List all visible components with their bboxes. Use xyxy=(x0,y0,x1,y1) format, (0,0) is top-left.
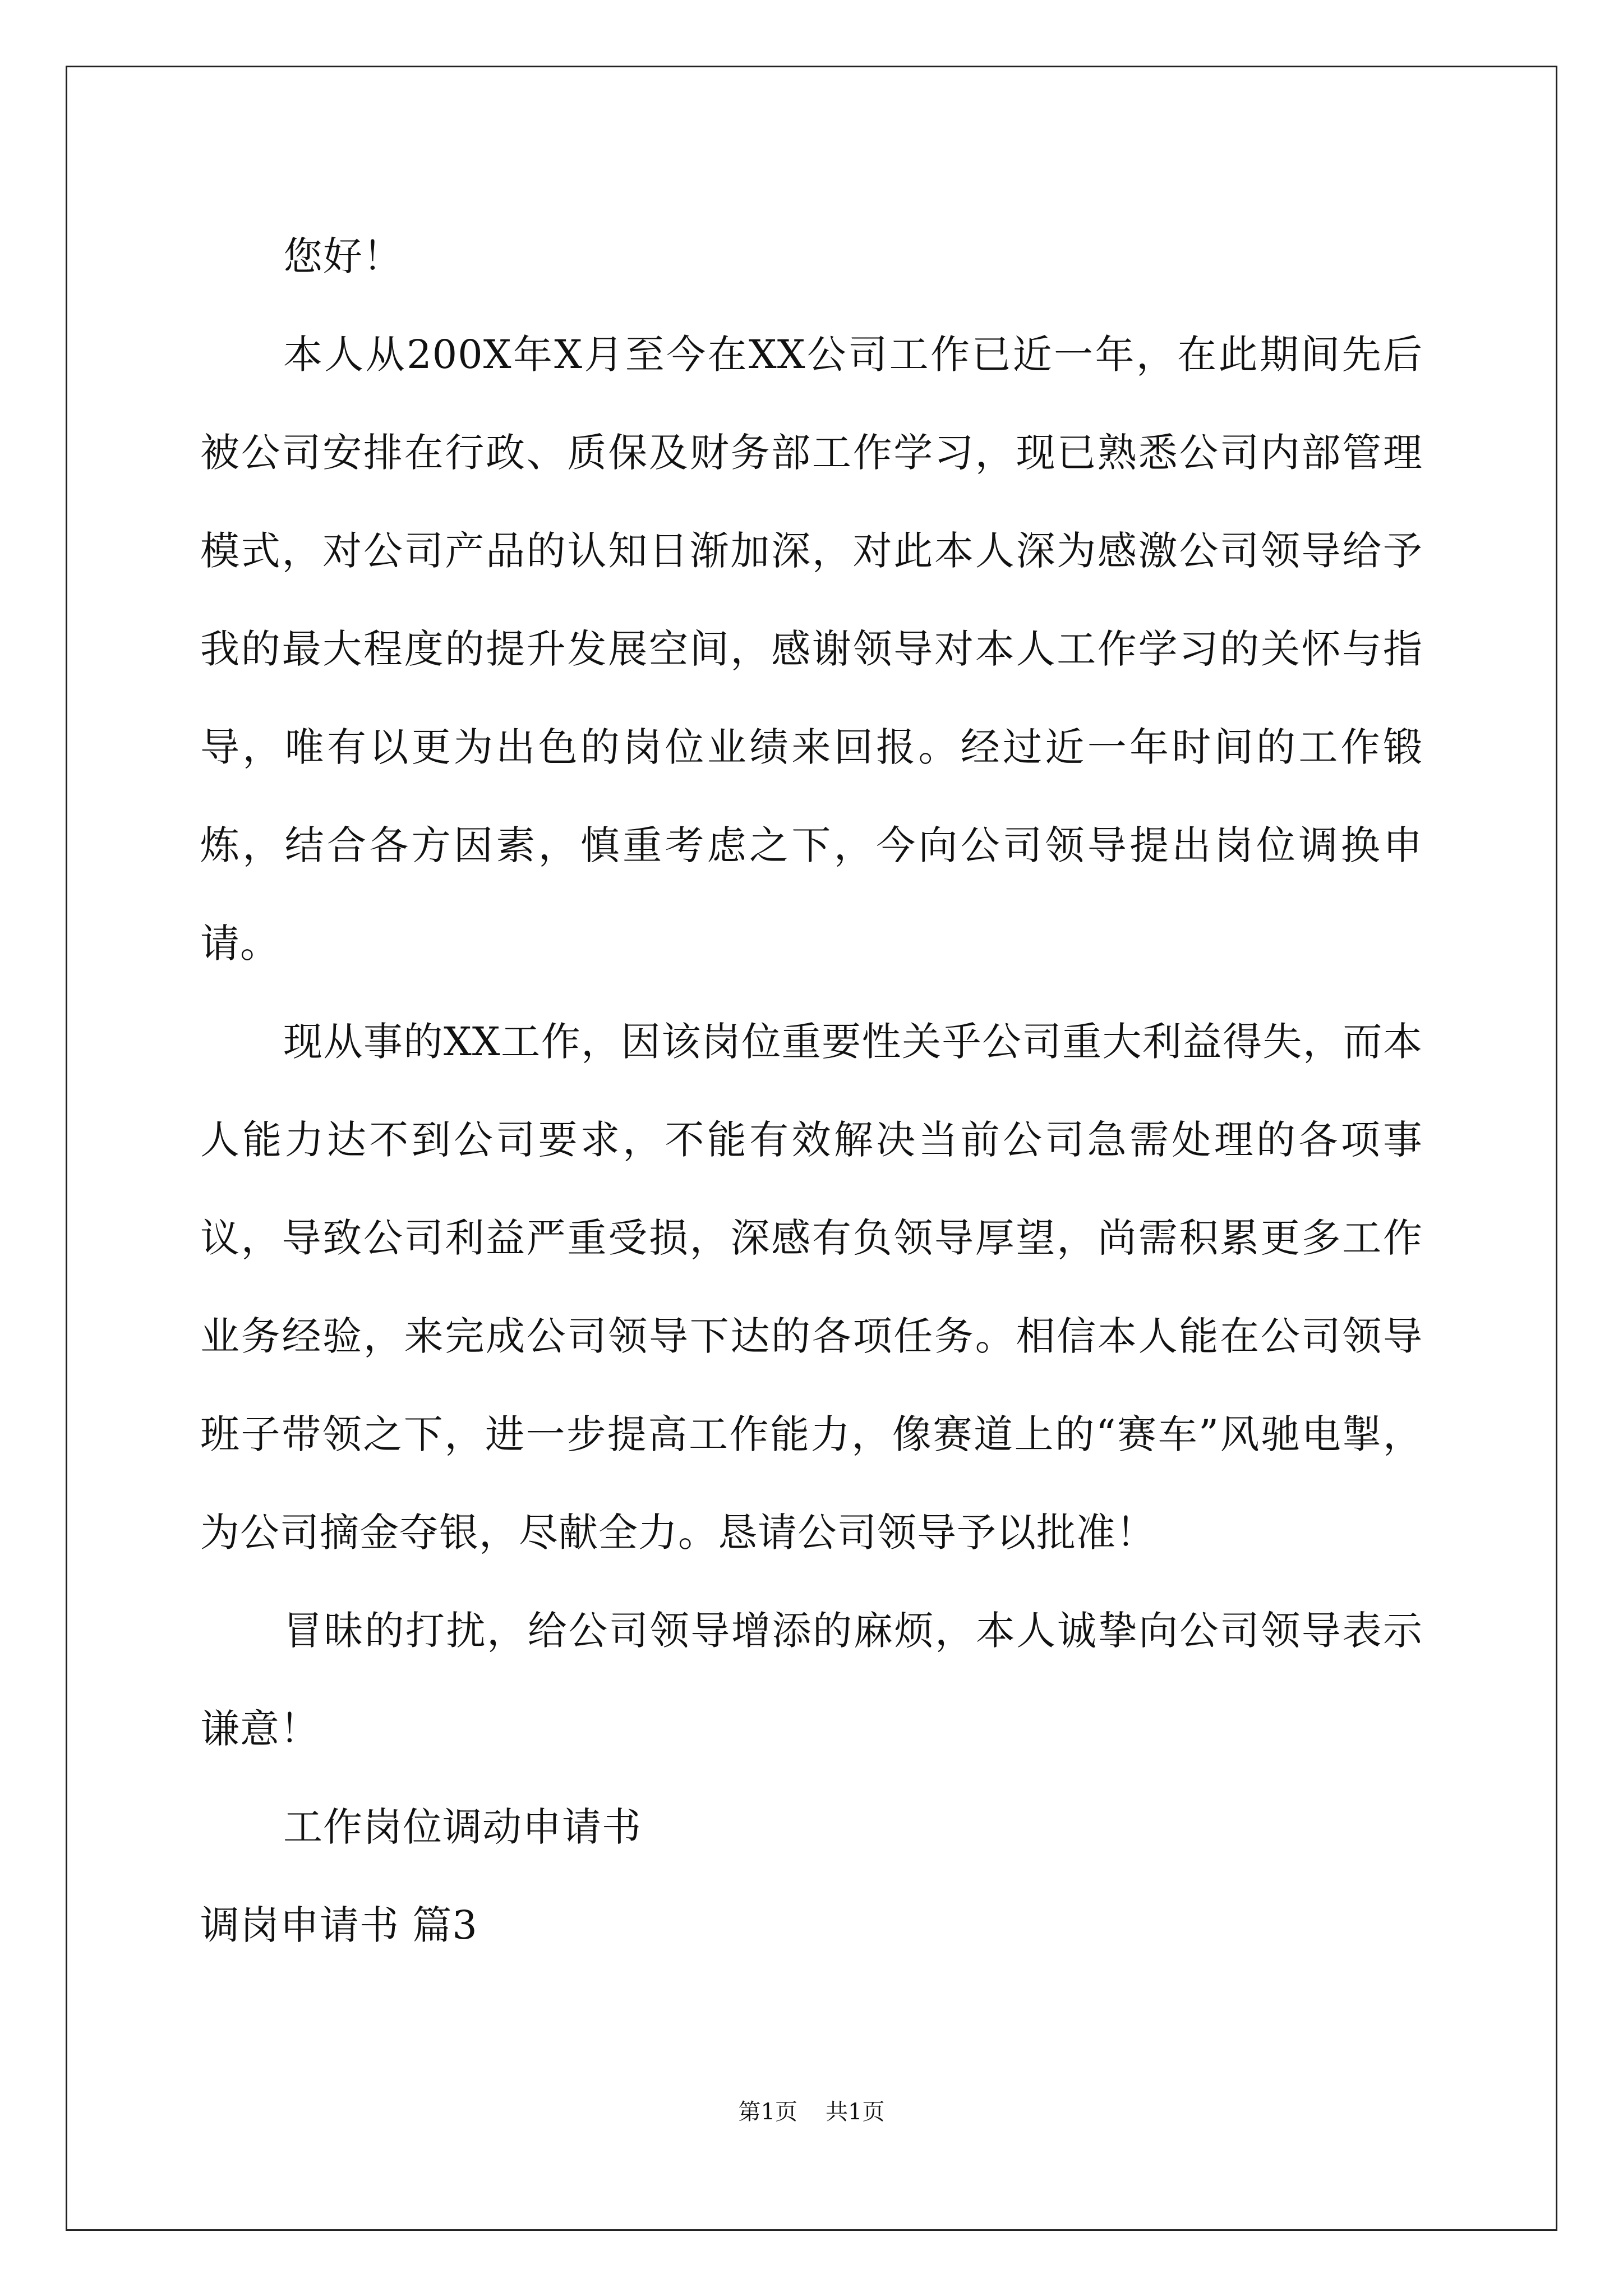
page-footer xyxy=(0,2095,1623,2129)
body-paragraph: 现从事的XX工作，因该岗位重要性关乎公司重大利益得失，而本人能力达不到公司要求，不能有效解决当前公司急需处理的各项事议，导致公司利益严重受损，深感有负领导厚望，尚需积累更多工作业务经验，来完成公司领导下达的各项任务。相信本人能在公司领导班子带领之下，进一步提高工作能力，像赛道上的“赛车”风驰电掣，为公司摘金夺银，尽献全力。恳请公司领导予以批准！ xyxy=(200,1019,1423,1556)
page-number: 第1页 xyxy=(738,2099,797,2125)
body-paragraph: 冒昧的打扰，给公司领导增添的麻烦，本人诚挚向公司领导表示谦意！ xyxy=(200,1608,1423,1752)
page-total: 共1页 xyxy=(826,2099,885,2125)
section-heading: 调岗申请书 篇3 xyxy=(200,1902,478,1948)
salutation: 您好！ xyxy=(283,233,403,279)
letter-body xyxy=(200,208,1423,1975)
body-paragraph: 本人从200X年X月至今在XX公司工作已近一年，在此期间先后被公司安排在行政、质保及财务部工作学习，现已熟悉公司内部管理模式，对公司产品的认知日渐加深，对此本人深为感激公司领导给予我的最大程度的提升发展空间，感谢领导对本人工作学习的关怀与指导，唯有以更为出色的岗位业绩来回报。经过近一年时间的工作锻炼，结合各方因素，慎重考虑之下，今向公司领导提出岗位调换申请。 xyxy=(200,332,1423,967)
closing-title: 工作岗位调动申请书 xyxy=(283,1804,642,1850)
